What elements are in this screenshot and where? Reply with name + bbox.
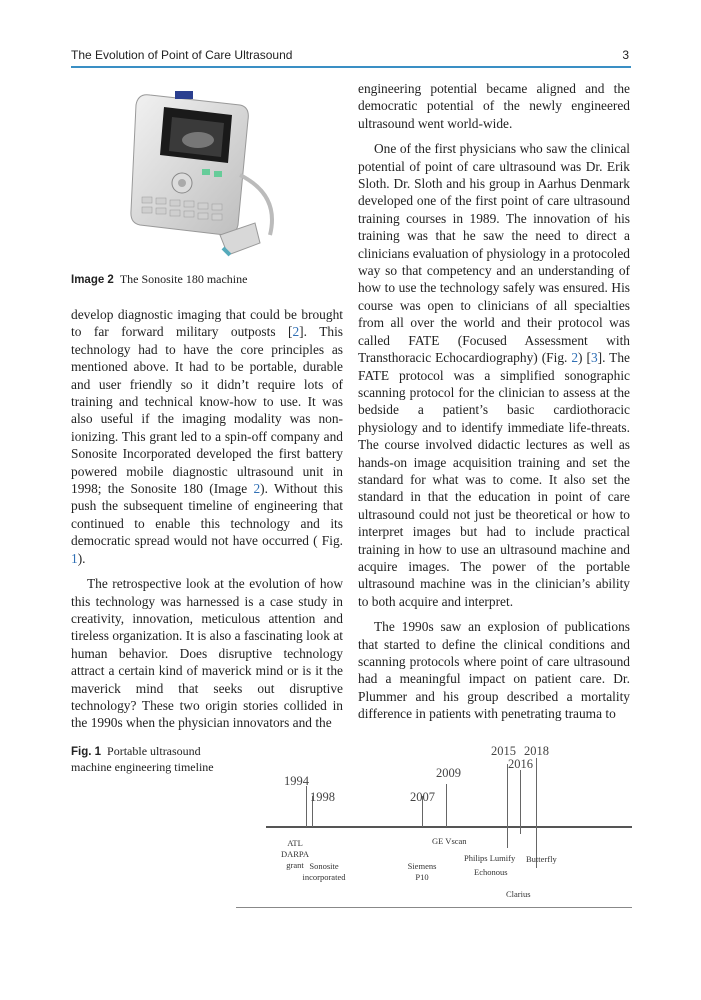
event-label: Philips Lumify xyxy=(464,853,516,863)
timeline-axis xyxy=(266,826,632,828)
year-label: 2007 xyxy=(410,790,435,804)
text-span: ). Without this push the subsequent timeline of engineering that continued to enable this technology and its democratic spread would not have occurred ( Fig. xyxy=(71,481,343,549)
timeline-figure xyxy=(236,740,632,910)
tick-2016 xyxy=(520,770,521,834)
left-column xyxy=(71,306,343,732)
event-label: Butterfly xyxy=(526,854,557,864)
text-span: ]. The FATE protocol was a simplified sonographic scanning protocol for the clinician to assess at the bedside a patient’s basic cardiothoracic physiology and to identify immediate life-threats. The course involved didactic lectures as well as hands-on image acquisition training and set the standard for what was to come. It also set the standard in that the education in point of care ultrasound could not just be theoretical or how to interpret images but had to include practical training in how to use an ultrasound machine and acquire images. The power of the portable ultrasound machine was in the clinician’s ability to both acquire and interpret. xyxy=(358,350,630,609)
left-paragraph-2: The retrospective look at the evolution of how this technology was harnessed is a case study in creativity, innovation, meticulous attention and tireless organization. It is also a fascinating look at human behavior. Does disruptive technology attract a certain kind of maverick mind or is it the maverick mind that seeks out disruptive technology? These two origin stories collided in the 1990s when the physician innovators and the xyxy=(71,576,343,731)
event-label: Siemens P10 xyxy=(407,861,437,882)
text-span: ]. This technology had to have the core principles as mentioned above. It had to be portable, durable and user friendly so it didn’t require lots of training and technical know-how to use. It was also useful if the imaging modality was non-ionizing. This grant led to a spin-off company and Sonosite Incorporated developed the first battery powered mobile diagnostic ultrasound unit in 1998; the Sonosite 180 (Image xyxy=(71,324,344,497)
tick-2015 xyxy=(507,764,508,848)
left-paragraph-1 xyxy=(71,306,343,567)
sonosite-180-image xyxy=(120,85,290,265)
running-title: The Evolution of Point of Care Ultrasound xyxy=(71,48,293,62)
right-paragraph-1 xyxy=(358,140,630,610)
ref-link[interactable]: 2 xyxy=(292,324,300,340)
year-label: 2009 xyxy=(436,766,461,780)
image-2-text: The Sonosite 180 machine xyxy=(119,272,248,286)
figure-bottom-rule xyxy=(236,907,632,908)
event-label: Clarius xyxy=(506,889,531,899)
year-label: 2018 xyxy=(524,744,549,758)
year-label: 1994 xyxy=(284,774,309,788)
fig-1-text: Portable ultrasound machine engineering timeline xyxy=(71,744,214,774)
event-label: Sonosite incorporated xyxy=(302,861,346,882)
tick-2009 xyxy=(446,784,447,827)
right-column xyxy=(358,80,630,723)
running-header xyxy=(71,44,631,68)
ref-link[interactable]: 2 xyxy=(253,481,261,497)
event-label: GE Vscan xyxy=(432,836,467,846)
text-span: develop diagnostic imaging that could be brought to far forward military outposts [ xyxy=(71,307,343,340)
event-label: ATL DARPA grant xyxy=(280,838,310,870)
tick-1994 xyxy=(306,786,307,827)
event-label: Echonous xyxy=(474,867,508,877)
page-number: 3 xyxy=(622,48,629,62)
fig-1-caption xyxy=(71,744,231,775)
image-2-label: Image 2 xyxy=(71,274,114,286)
ref-link[interactable]: 3 xyxy=(590,350,598,366)
year-label: 2015 xyxy=(491,744,516,758)
text-span: One of the first physicians who saw the clinical potential of point of care ultrasound was Dr. Erik Sloth. Dr. Sloth and his group in Aarhus Denmark developed one of the first point of care ultrasound training courses in 1989. The innovation of his training was that he saw the need to direct a clinicians evaluation of physiology in a protocoled way so that competency and an understanding of how to use the technology safely was ensured. His course was open to clinicians of all specialties from all over the world and their protocol was called FATE (Focused Assessment with Transthoracic Echocardiography) (Fig. xyxy=(358,141,630,366)
tick-2018 xyxy=(536,758,537,868)
header-rule xyxy=(71,66,631,68)
text-span: ) [ xyxy=(578,350,591,366)
year-label: 2016 xyxy=(508,757,533,771)
year-label: 1998 xyxy=(310,790,335,804)
right-paragraph-0: engineering potential became aligned and the democratic potential of the newly engineered ultrasound went world-wide. xyxy=(358,81,630,131)
fig-1-label: Fig. 1 xyxy=(71,746,102,758)
text-span: ). xyxy=(77,550,86,566)
ref-link[interactable]: 2 xyxy=(571,350,579,366)
ref-link[interactable]: 1 xyxy=(71,550,78,566)
right-paragraph-2: The 1990s saw an explosion of publications that started to define the clinical conditions and scanning protocols where point of care ultrasound had a meaningful impact on patient care. Dr. Plummer and his group described a mortality difference in patients with penetrating trauma to xyxy=(358,619,630,722)
image-2-caption xyxy=(71,272,343,288)
